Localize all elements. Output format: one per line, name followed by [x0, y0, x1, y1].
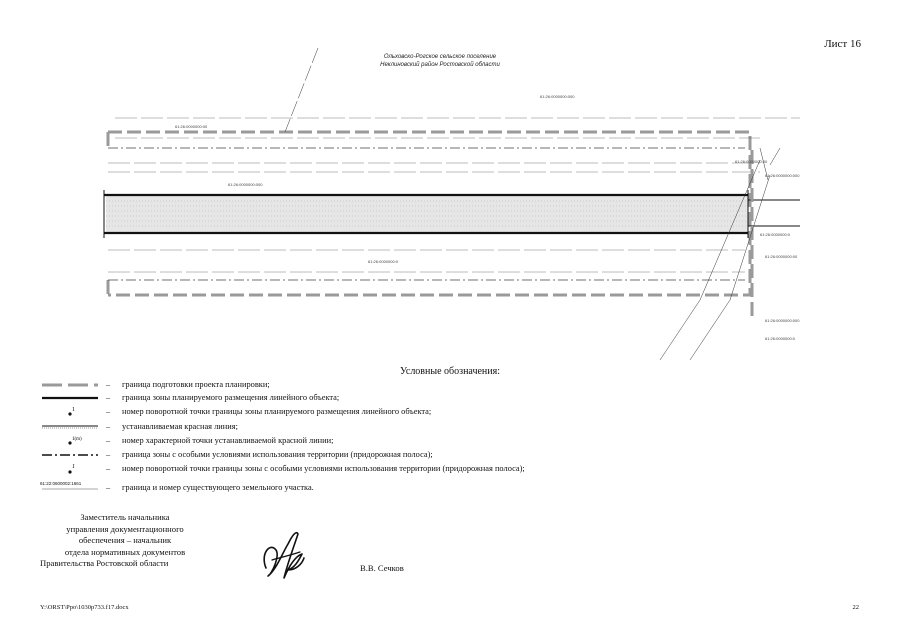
- grey-dashed-line-symbol: [40, 378, 100, 392]
- legend-row: – граница зоны планируемого размещения линейного объекта;: [38, 391, 898, 405]
- footer-file-path: Y:\ORST\Ppo\1030p733.f17.docx: [40, 604, 129, 611]
- legend-text: граница и номер существующего земельного участка.: [122, 483, 314, 492]
- legend-row: – граница подготовки проекта планировки;: [38, 378, 898, 392]
- point-symbol: [40, 405, 100, 419]
- settlement-title-1: Ольховско-Рогское сельское поселение: [383, 54, 497, 60]
- legend-row: 61:22:0600002:1661 – граница и номер существующего земельного участка.: [38, 481, 898, 495]
- legend-row: 1 – номер поворотной точки границы зоны планируемого размещения линейного объекта;: [38, 405, 898, 419]
- legend-text: номер характерной точки устанавливаемой красной линии;: [122, 436, 334, 445]
- legend-row: 1 – номер поворотной точки границы зоны с особыми условиями использования территории (придорожная полоса);: [38, 462, 898, 476]
- signer-name: В.В. Сечков: [360, 563, 404, 573]
- roadside-point-symbol: [40, 462, 100, 476]
- legend-text: граница подготовки проекта планировки;: [122, 380, 270, 389]
- settlement-title-2: Неклиновский район Ростовской области: [380, 62, 500, 68]
- parcel-label: 61:26:0000000:00: [765, 254, 798, 259]
- legend-text: устанавливаемая красная линия;: [122, 422, 238, 431]
- red-line-point-symbol: [40, 434, 100, 448]
- parcel-label: 61:26:0000000:0: [368, 259, 399, 264]
- sheet-label: Лист 16: [824, 38, 861, 50]
- parcel-label: 61:26:0000000:00: [735, 159, 768, 164]
- red-line-symbol: [40, 420, 100, 434]
- legend-text: граница зоны планируемого размещения линейного объекта;: [122, 393, 340, 402]
- parcel-label: 61:26:0000000:0: [765, 336, 796, 341]
- svg-text:1(m): 1(m): [72, 437, 82, 442]
- legend-text: номер поворотной точки границы зоны с особыми условиями использования территории (придорожная полоса);: [122, 464, 525, 473]
- cadastral-symbol-label: 61:22:0600002:1661: [40, 481, 82, 486]
- signer-position: Заместитель начальника управления документационного обеспечения – начальник отдела нормативных документов Правительства Ростовской области: [40, 512, 186, 568]
- svg-text:1: 1: [72, 464, 75, 470]
- parcel-label: 61:26:0000000:00: [175, 124, 208, 129]
- legend-row: – граница зоны с особыми условиями использования территории (придорожная полоса);: [38, 448, 898, 462]
- legend-row: 1(m) – номер характерной точки устанавливаемой красной линии;: [38, 434, 898, 448]
- handwritten-signature: [258, 524, 308, 584]
- legend-title: Условные обозначения:: [400, 366, 501, 377]
- parcel-label: 61:26:0000000:000: [540, 94, 575, 99]
- parcel-label: 61:26:0000000:0: [760, 232, 791, 237]
- page-number: 22: [852, 604, 859, 611]
- legend-text: граница зоны с особыми условиями использования территории (придорожная полоса);: [122, 450, 433, 459]
- cadastral-line-symbol: [40, 486, 100, 500]
- parcel-label: 61:26:0000000:000: [765, 318, 800, 323]
- parcel-label: 61:26:0000000:000: [765, 173, 800, 178]
- roadside-zone-symbol: [40, 448, 100, 462]
- thick-black-line-symbol: [40, 391, 100, 405]
- legend-row: – устанавливаемая красная линия;: [38, 420, 898, 434]
- parcel-label: 61:26:0000000:000: [228, 182, 263, 187]
- svg-text:1: 1: [72, 407, 75, 413]
- legend-text: номер поворотной точки границы зоны планируемого размещения линейного объекта;: [122, 407, 432, 416]
